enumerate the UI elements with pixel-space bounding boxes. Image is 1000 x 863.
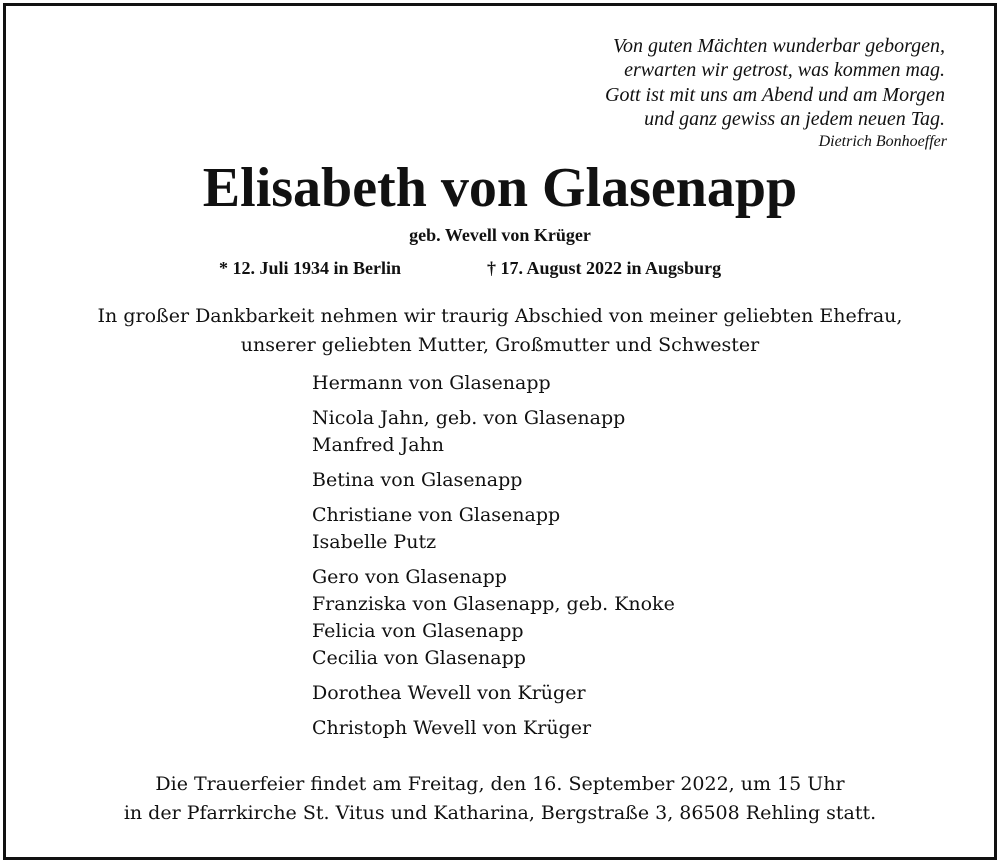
mourner-name: Cecilia von Glasenapp <box>312 647 526 669</box>
mourner-group <box>312 370 675 397</box>
service-line: in der Pfarrkirche St. Vitus und Katharina, Bergstraße 3, 86508 Rehling statt. <box>123 802 877 824</box>
mourner-name: Hermann von Glasenapp <box>312 372 551 394</box>
mourner-name: Franziska von Glasenapp, geb. Knoke <box>312 593 675 615</box>
intro-line: unserer geliebten Mutter, Großmutter und Schwester <box>240 334 760 356</box>
birth-date: * 12. Juli 1934 in Berlin <box>219 258 402 278</box>
motto-line: Von guten Mächten wunderbar geborgen, <box>613 35 945 57</box>
mourner-group <box>312 502 675 556</box>
service-info <box>0 770 1000 828</box>
mourner-name: Betina von Glasenapp <box>312 469 523 491</box>
mourner-name: Christoph Wevell von Krüger <box>312 717 592 739</box>
mourner-name: Gero von Glasenapp <box>312 566 507 588</box>
maiden-name: geb. Wevell von Krüger <box>409 225 591 245</box>
mourner-group <box>312 564 675 672</box>
motto-line: Gott ist mit uns am Abend und am Morgen <box>605 83 945 106</box>
mourner-name: Manfred Jahn <box>312 434 444 456</box>
intro-line: In großer Dankbarkeit nehmen wir traurig Abschied von meiner geliebten Ehefrau, <box>97 305 903 327</box>
mourner-name: Christiane von Glasenapp <box>312 504 561 526</box>
death-date: † 17. August 2022 in Augsburg <box>487 258 722 278</box>
mourner-group <box>312 715 675 742</box>
mourner-group <box>312 467 675 494</box>
mourner-name: Isabelle Putz <box>312 531 437 553</box>
mourners-list <box>312 370 675 750</box>
motto-line: und ganz gewiss an jedem neuen Tag. <box>644 108 945 131</box>
motto-author: Dietrich Bonhoeffer <box>818 133 947 150</box>
mourner-name: Felicia von Glasenapp <box>312 620 524 642</box>
mourner-group <box>312 680 675 707</box>
intro-text <box>0 302 1000 360</box>
mourner-name: Nicola Jahn, geb. von Glasenapp <box>312 407 626 429</box>
service-line: Die Trauerfeier findet am Freitag, den 16. September 2022, um 15 Uhr <box>155 773 845 795</box>
motto-quote <box>605 34 945 132</box>
deceased-name: Elisabeth von Glasenapp <box>202 157 798 219</box>
motto-line: erwarten wir getrost, was kommen mag. <box>624 59 945 82</box>
mourner-name: Dorothea Wevell von Krüger <box>312 682 586 704</box>
mourner-group <box>312 405 675 459</box>
